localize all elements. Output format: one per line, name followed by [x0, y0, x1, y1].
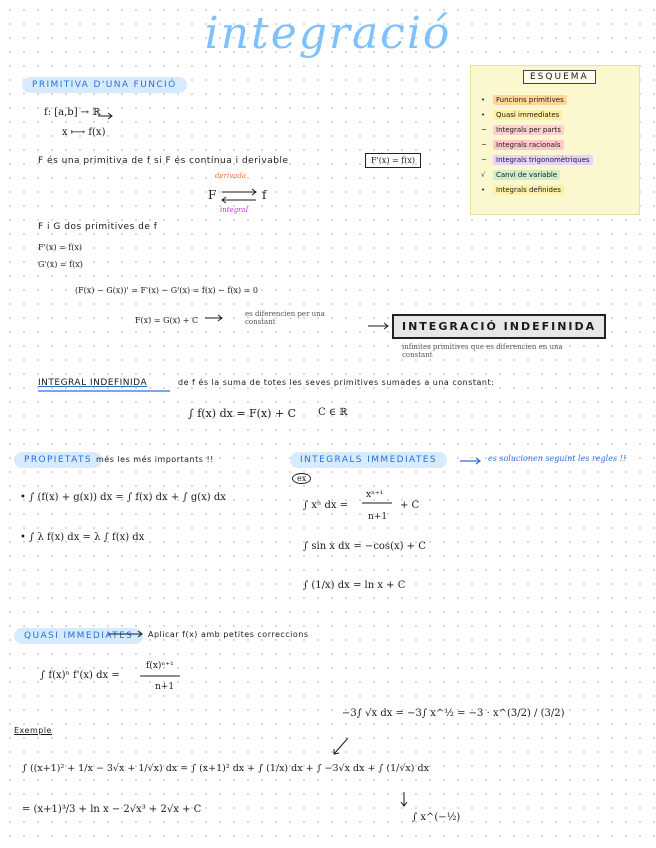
indefinite-formula: ∫ f(x) dx = F(x) + C	[188, 407, 297, 420]
propietats-subheading: més les més importants !!	[96, 455, 214, 464]
derivative-condition-box: F'(x) = f(x)	[365, 153, 421, 168]
integral-indefinida-text: de f és la suma de totes les seves primitives sumades a una constant:	[178, 378, 495, 387]
page-title: integració	[204, 8, 452, 59]
immediate-power-left: ∫ xⁿ dx =	[303, 500, 349, 511]
example-circle: ex	[292, 473, 311, 484]
arrow-label-integral: integral	[220, 206, 248, 214]
immediate-sine: ∫ sin x dx = −cos(x) + C	[303, 541, 426, 552]
example-line-1: ∫ ((x+1)² + 1/x − 3√x + 1/√x) dx = ∫ (x+1)² dx + ∫ (1/x) dx + ∫ −3√x dx + ∫ (1/√x) dx	[22, 763, 429, 774]
quasi-note: Aplicar f(x) amb petites correccions	[148, 630, 309, 639]
property-sum-text: ∫ (f(x) + g(x)) dx = ∫ f(x) dx + ∫ g(x) dx	[29, 492, 226, 503]
immediate-power-denominator: n+1	[368, 512, 388, 522]
quasi-formula-numerator: f(x)ⁿ⁺¹	[146, 661, 174, 671]
esquema-item-label: Integrals per parts	[493, 125, 564, 135]
immediate-power-numerator: xⁿ⁺¹	[366, 490, 384, 500]
esquema-item-label: Integrals definides	[493, 185, 564, 195]
quasi-arrow	[108, 631, 142, 637]
constant-note: es diferencien per una constant	[245, 310, 325, 326]
g-prime: G'(x) = f(x)	[38, 260, 83, 269]
section-heading-quasi: QUASI IMMEDIATES	[14, 628, 143, 644]
integral-indefinida-heading: INTEGRAL INDEFINIDA	[38, 378, 148, 388]
esquema-item-label: Canvi de variable	[493, 170, 560, 180]
example-substitution: ∫ x^(−½)	[412, 812, 461, 823]
quasi-formula-left: ∫ f(x)ⁿ f'(x) dx =	[40, 670, 120, 681]
section-heading-propietats: PROPIETATS	[14, 452, 102, 468]
constant-arrow	[205, 315, 222, 321]
example-down-arrow	[401, 792, 407, 806]
immediates-arrow	[460, 458, 480, 464]
f-prime: F'(x) = f(x)	[38, 243, 83, 252]
section-heading-primitiva: PRIMITIVA D'UNA FUNCIÓ	[22, 77, 187, 93]
esquema-item-marker: √	[481, 171, 486, 179]
indefinite-arrow	[368, 323, 388, 329]
two-primitives-text: F i G dos primitives de f	[38, 222, 158, 232]
esquema-item-label: Funcions primitives	[493, 95, 567, 105]
arrow-left-symbol: F	[208, 188, 217, 202]
esquema-item-label: Quasi immediates	[493, 110, 562, 120]
immediate-log: ∫ (1/x) dx = ln x + C	[303, 580, 406, 591]
integral-arrow	[222, 197, 256, 203]
property-linearity-sum: • ∫ (f(x) + g(x)) dx = ∫ f(x) dx + ∫ g(x) dx	[20, 492, 226, 503]
derivada-arrow	[222, 189, 256, 195]
definition-domain: f: [a,b] → ℝ	[44, 107, 101, 118]
constant-domain: C ∈ ℝ	[318, 407, 348, 418]
esquema-item-marker: •	[481, 186, 486, 194]
definition-map: x ⟼ f(x)	[62, 127, 106, 138]
primitive-statement: F és una primitiva de f si F és contínua i derivable	[38, 156, 289, 166]
esquema-item-label: Integrals trigonomètriques	[493, 155, 593, 165]
esquema-item-marker: ~	[481, 126, 487, 134]
esquema-item-marker: ~	[481, 156, 487, 164]
esquema-item-marker: ~	[481, 141, 487, 149]
esquema-item-label: Integrals racionals	[493, 140, 564, 150]
arrow-right-symbol: f	[262, 188, 267, 202]
esquema-item-marker: •	[481, 96, 486, 104]
quasi-formula-denominator: n+1	[155, 682, 175, 692]
immediate-power-constant: + C	[400, 500, 420, 511]
indefinite-integration-box: INTEGRACIÓ INDEFINIDA	[392, 314, 606, 339]
difference-derivation: (F(x) − G(x))' = F'(x) − G'(x) = f(x) − f(x) = 0	[75, 286, 258, 295]
example-line-2: = (x+1)³/3 + ln x − 2√x³ + 2√x + C	[22, 804, 202, 815]
arrow-label-derivada: derivada	[215, 172, 246, 180]
property-linearity-scalar: • ∫ λ f(x) dx = λ ∫ f(x) dx	[20, 532, 145, 543]
constant-relation: F(x) = G(x) + C	[135, 316, 199, 325]
esquema-title: ESQUEMA	[523, 70, 596, 84]
example-up-arrow	[334, 738, 348, 754]
section-heading-immediates: INTEGRALS IMMEDIATES	[290, 452, 447, 468]
example-label: Exemple	[14, 726, 52, 735]
esquema-item-marker: •	[481, 111, 486, 119]
arrow-map	[98, 113, 112, 119]
immediates-note: es solucionen seguint les regles !!	[488, 454, 627, 463]
example-side-calculation: −3∫ √x dx = −3∫ x^½ = −3 · x^(3/2) / (3/2)	[342, 708, 565, 719]
property-scalar-text: ∫ λ f(x) dx = λ ∫ f(x) dx	[29, 532, 145, 543]
indefinite-note: infinites primitives que es diferencien en una constant	[402, 343, 563, 359]
